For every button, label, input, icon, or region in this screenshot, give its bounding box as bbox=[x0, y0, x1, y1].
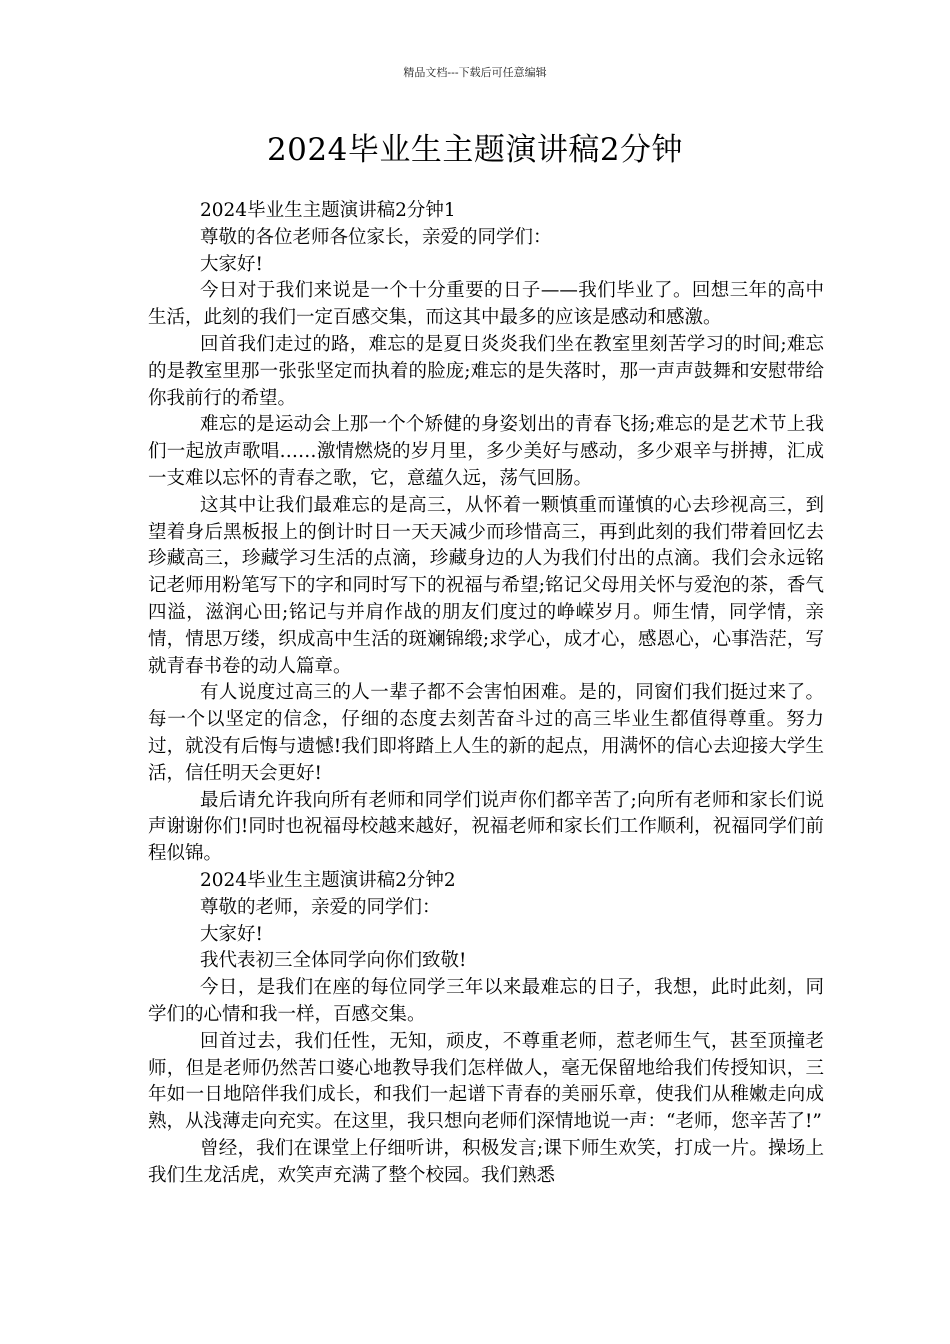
body-paragraph: 这其中让我们最难忘的是高三，从怀着一颗慎重而谨慎的心去珍视高三，到望着身后黑板报上的倒计时日一天天减少而珍惜高三，再到此刻的我们带着回忆去珍藏高三，珍藏学习生活的点滴，珍藏身边的人为我们付出的点滴。我们会永远铭记老师用粉笔写下的字和同时写下的祝福与希望;铭记父母用关怀与爱泡的茶，香气四溢，滋润心田;铭记与并肩作战的朋友们度过的峥嵘岁月。师生情，同学情，亲情，情思万缕，织成高中生活的斑斓锦缎;求学心，成才心，感恩心，心事浩茫，写就青春书卷的动人篇章。 bbox=[148, 494, 824, 677]
body-paragraph: 曾经，我们在课堂上仔细听讲，积极发言;课下师生欢笑，打成一片。操场上我们生龙活虎，欢笑声充满了整个校园。我们熟悉 bbox=[148, 1137, 824, 1186]
body-paragraph: 今日对于我们来说是一个十分重要的日子——我们毕业了。回想三年的高中生活，此刻的我们一定百感交集，而这其中最多的应该是感动和感激。 bbox=[148, 280, 824, 329]
body-paragraph: 回首过去，我们任性，无知，顽皮，不尊重老师，惹老师生气，甚至顶撞老师，但是老师仍然苦口婆心地教导我们怎样做人，毫无保留地给我们传授知识，三年如一日地陪伴我们成长，和我们一起谱下青春的美丽乐章，使我们从稚嫩走向成熟，从浅薄走向充实。在这里，我只想向老师们深情地说一声：“老师，您辛苦了!” bbox=[148, 1030, 824, 1133]
greeting-1: 大家好! bbox=[200, 253, 263, 275]
body-paragraph: 难忘的是运动会上那一个个矫健的身姿划出的青春飞扬;难忘的是艺术节上我们一起放声歌唱……激情燃烧的岁月里，多少美好与感动，多少艰辛与拼搏，汇成一支难以忘怀的青春之歌，它，意蕴久远，荡气回肠。 bbox=[148, 414, 824, 489]
section-heading-1: 2024毕业生主题演讲稿2分钟1 bbox=[200, 200, 456, 221]
body-paragraph: 有人说度过高三的人一辈子都不会害怕困难。是的，同窗们我们挺过来了。每一个以坚定的信念，仔细的态度去刻苦奋斗过的高三毕业生都值得尊重。努力过，就没有后悔与遗憾!我们即将踏上人生的新的起点，用满怀的信心去迎接大学生活，信任明天会更好! bbox=[148, 682, 824, 784]
document-body bbox=[148, 198, 824, 1189]
salutation-2: 尊敬的老师，亲爱的同学们： bbox=[200, 896, 441, 918]
body-paragraph: 今日，是我们在座的每位同学三年以来最难忘的日子，我想，此时此刻，同学们的心情和我一样，百感交集。 bbox=[148, 977, 824, 1025]
document-title: 2024毕业生主题演讲稿2分钟 bbox=[266, 132, 684, 168]
greeting-2: 大家好! bbox=[200, 923, 263, 945]
salutation-1: 尊敬的各位老师各位家长，亲爱的同学们： bbox=[200, 226, 552, 248]
body-line: 我代表初三全体同学向你们致敬! bbox=[200, 950, 467, 972]
body-paragraph: 回首我们走过的路，难忘的是夏日炎炎我们坐在教室里刻苦学习的时间;难忘的是教室里那一张张坚定而执着的脸庞;难忘的是失落时，那一声声鼓舞和安慰带给你我前行的希望。 bbox=[148, 333, 824, 409]
header-note: 精品文档---下载后可任意编辑 bbox=[403, 66, 547, 79]
body-paragraph: 最后请允许我向所有老师和同学们说声你们都辛苦了;向所有老师和家长们说声谢谢你们!同时也祝福母校越来越好，祝福老师和家长们工作顺利，祝福同学们前程似锦。 bbox=[148, 789, 824, 865]
section-heading-2: 2024毕业生主题演讲稿2分钟2 bbox=[200, 869, 456, 891]
